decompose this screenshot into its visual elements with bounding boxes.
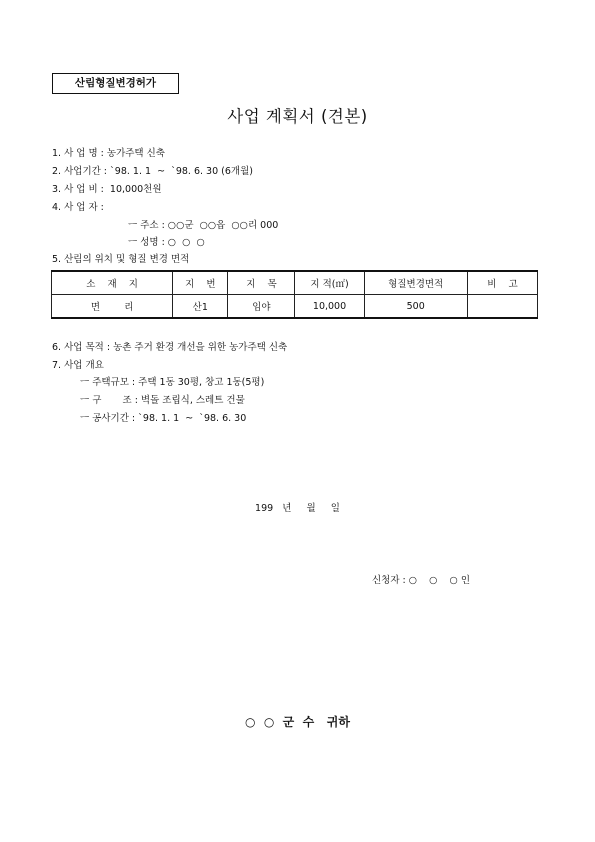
location-table xyxy=(51,270,538,319)
table-cell: 면 리 xyxy=(52,295,173,319)
column-header: 소 재 지 xyxy=(52,271,173,295)
item-value: 10,000천원 xyxy=(109,184,162,195)
table-header-row xyxy=(52,271,538,295)
date-line: 199 년 월 일 xyxy=(255,503,340,514)
table-cell: 500 xyxy=(364,295,467,319)
column-header: 지 목 xyxy=(228,271,295,295)
item-value: 농가주택 신축 xyxy=(106,148,165,159)
addressee: ○ ○ 군 수 귀하 xyxy=(245,715,350,729)
overview-period: ㅡ 공사기간 : `98. 1. 1 ~ `98. 6. 30 xyxy=(80,413,247,424)
item-label: 1. 사 업 명 : xyxy=(52,148,107,159)
overview-scale: ㅡ 주택규모 : 주택 1동 30평, 창고 1동(5평) xyxy=(80,377,265,388)
item-value: `98. 1. 1 ~ `98. 6. 30 (6개월) xyxy=(110,166,253,177)
item-overview-heading: 7. 사업 개요 xyxy=(52,360,104,371)
document-title: 사업 계획서 (견본) xyxy=(227,107,368,126)
table-cell: 임야 xyxy=(228,295,295,319)
item-label: 2. 사업기간 : xyxy=(52,166,111,177)
column-header: 비 고 xyxy=(467,271,537,295)
table-cell: 산1 xyxy=(173,295,228,319)
item-label: 3. 사 업 비 : xyxy=(52,184,110,195)
column-header: 형질변경면적 xyxy=(364,271,467,295)
item-label: 6. 사업 목적 : xyxy=(52,342,114,353)
column-header: 지 번 xyxy=(173,271,228,295)
item-operator: 4. 사 업 자 : xyxy=(52,202,104,213)
column-header: 지 적(㎡) xyxy=(295,271,364,295)
operator-name: ㅡ 성명 : ○ ○ ○ xyxy=(128,237,205,248)
table-cell: 10,000 xyxy=(295,295,364,319)
applicant-signature: 신청자 : ○ ○ ○ 인 xyxy=(372,575,470,586)
table-row xyxy=(52,295,538,319)
permit-type-label: 산림형질변경허가 xyxy=(52,73,179,94)
table-cell xyxy=(467,295,537,319)
item-project-name xyxy=(52,148,165,160)
operator-address: ㅡ 주소 : ○○군 ○○읍 ○○리 000 xyxy=(128,220,279,231)
item-purpose xyxy=(52,342,287,354)
item-location-heading: 5. 산림의 위치 및 형질 변경 면적 xyxy=(52,254,190,265)
item-project-cost xyxy=(52,184,162,196)
item-value: 농촌 주거 환경 개선을 위한 농가주택 신축 xyxy=(113,342,288,353)
item-project-period xyxy=(52,166,253,178)
overview-structure: ㅡ 구 조 : 벽돌 조립식, 스레트 건물 xyxy=(80,395,245,406)
